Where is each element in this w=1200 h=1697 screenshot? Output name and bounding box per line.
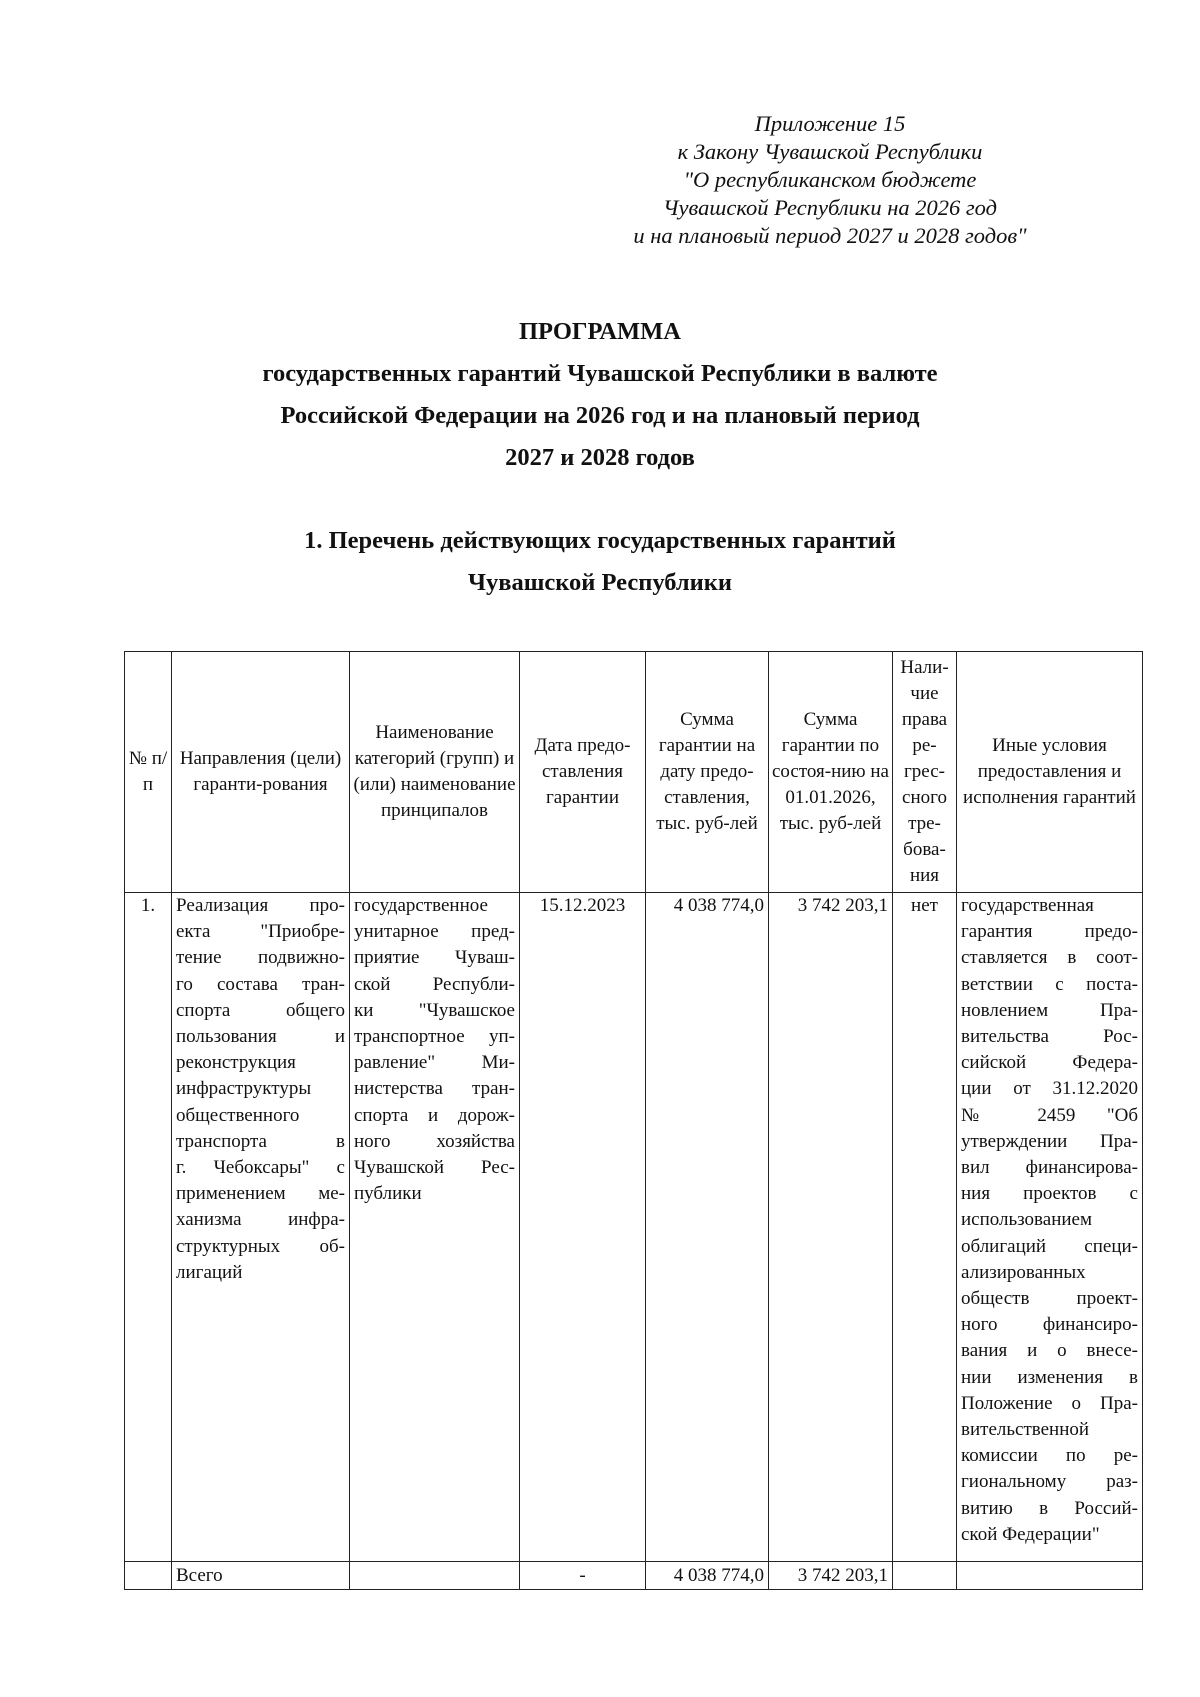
header-date: Дата предо-ставления гарантии bbox=[520, 652, 646, 893]
purpose-line: общественного bbox=[176, 1104, 300, 1126]
principal-line: ской Республи- bbox=[354, 973, 515, 995]
purpose-line: спорта общего bbox=[176, 999, 345, 1021]
header-number: № п/п bbox=[125, 652, 172, 893]
conditions-line: ции от 31.12.2020 bbox=[961, 1078, 1138, 1100]
purpose-line: пользования и bbox=[176, 1026, 345, 1048]
table-row bbox=[125, 893, 1143, 1562]
purpose-line: применением ме- bbox=[176, 1183, 345, 1205]
conditions-line: облигаций специ- bbox=[961, 1235, 1138, 1257]
total-sum-current: 3 742 203,1 bbox=[769, 1562, 893, 1590]
section-line: Чувашской Республики bbox=[467, 569, 733, 596]
total-date: - bbox=[520, 1562, 646, 1590]
header-principals: Наименование категорий (групп) и (или) наименование принципалов bbox=[350, 652, 520, 893]
header-sum-current: Сумма гарантии по состоя-нию на 01.01.2026, тыс. руб-лей bbox=[769, 652, 893, 893]
row-date: 15.12.2023 bbox=[520, 893, 646, 1562]
conditions-line: вания и о внесе- bbox=[961, 1340, 1138, 1362]
header-conditions: Иные условия предоставления и исполнения гарантий bbox=[957, 652, 1143, 893]
conditions-line: нии изменения в bbox=[961, 1366, 1138, 1388]
principal-line: нистерства тран- bbox=[354, 1078, 515, 1100]
conditions-line: новлением Пра- bbox=[961, 999, 1138, 1021]
total-number-empty bbox=[125, 1562, 172, 1590]
guarantees-table bbox=[124, 651, 1143, 1590]
table-header-row bbox=[125, 652, 1143, 893]
conditions-line: ного финансиро- bbox=[961, 1314, 1138, 1336]
conditions-line: ния проектов с bbox=[961, 1183, 1138, 1205]
purpose-line: го состава тран- bbox=[176, 973, 345, 995]
row-sum-issue: 4 038 774,0 bbox=[646, 893, 769, 1562]
principal-line: равление" Ми- bbox=[354, 1052, 515, 1074]
total-sum-issue: 4 038 774,0 bbox=[646, 1562, 769, 1590]
purpose-line: г. Чебоксары" с bbox=[176, 1157, 345, 1179]
conditions-line: ской Федерации" bbox=[961, 1523, 1100, 1545]
purpose-line: тение подвижно- bbox=[176, 947, 345, 969]
row-principals bbox=[350, 893, 520, 1562]
header-regress: Нали-чие права ре-грес-сного тре-бова-ния bbox=[893, 652, 957, 893]
principal-line: государственное bbox=[354, 895, 488, 916]
purpose-line: структурных об- bbox=[176, 1235, 345, 1257]
section-line: 1. Перечень действующих государственных гарантий bbox=[304, 527, 896, 554]
header-purpose: Направления (цели) гаранти-рования bbox=[172, 652, 350, 893]
conditions-line: гиональному раз- bbox=[961, 1471, 1138, 1493]
appendix-line: "О республиканском бюджете bbox=[683, 167, 977, 192]
conditions-line: Положение о Пра- bbox=[961, 1392, 1138, 1414]
conditions-line: сийской Федера- bbox=[961, 1052, 1138, 1074]
conditions-line: обществ проект- bbox=[961, 1288, 1138, 1310]
principal-line: публики bbox=[354, 1183, 422, 1205]
principal-line: приятие Чуваш- bbox=[354, 947, 515, 969]
conditions-line: гарантия предо- bbox=[961, 921, 1138, 943]
title-line: ПРОГРАММА bbox=[519, 318, 681, 345]
purpose-line: транспорта в bbox=[176, 1130, 345, 1152]
row-regress: нет bbox=[893, 893, 957, 1562]
document-title bbox=[200, 311, 1000, 479]
header-sum-issue: Сумма гарантии на дату предо-ставления, тыс. руб-лей bbox=[646, 652, 769, 893]
appendix-line: к Закону Чувашской Республики bbox=[677, 139, 983, 164]
principal-line: ки "Чувашское bbox=[354, 999, 515, 1021]
total-conditions-empty bbox=[957, 1562, 1143, 1590]
total-label: Всего bbox=[172, 1562, 350, 1590]
conditions-line: вил финансирова- bbox=[961, 1157, 1138, 1179]
conditions-line: комиссии по ре- bbox=[961, 1445, 1138, 1467]
conditions-line: утверждении Пра- bbox=[961, 1130, 1138, 1152]
principal-line: унитарное пред- bbox=[354, 921, 515, 943]
conditions-line: витию в Россий- bbox=[961, 1497, 1138, 1519]
appendix-line: и на плановый период 2027 и 2028 годов" bbox=[633, 223, 1027, 248]
row-purpose bbox=[172, 893, 350, 1562]
conditions-line: государственная bbox=[961, 895, 1094, 916]
purpose-line: инфраструктуры bbox=[176, 1078, 312, 1100]
conditions-line: вительственной bbox=[961, 1419, 1090, 1441]
principal-line: ного хозяйства bbox=[354, 1130, 515, 1152]
total-principals-empty bbox=[350, 1562, 520, 1590]
conditions-line: использованием bbox=[961, 1209, 1093, 1231]
appendix-heading bbox=[620, 110, 1040, 250]
conditions-line: ализированных bbox=[961, 1261, 1086, 1283]
appendix-line: Приложение 15 bbox=[754, 111, 906, 136]
purpose-line: екта "Приобре- bbox=[176, 921, 345, 943]
purpose-line: лигаций bbox=[176, 1261, 243, 1283]
purpose-line: Реализация про- bbox=[176, 895, 345, 916]
row-number: 1. bbox=[125, 893, 172, 1562]
purpose-line: реконструкция bbox=[176, 1052, 296, 1074]
appendix-line: Чувашской Республики на 2026 год bbox=[663, 195, 997, 220]
conditions-line: № 2459 "Об bbox=[961, 1104, 1138, 1126]
title-line: государственных гарантий Чувашской Республики в валюте bbox=[262, 360, 938, 387]
section-heading bbox=[200, 520, 1000, 604]
title-line: 2027 и 2028 годов bbox=[505, 444, 695, 471]
title-line: Российской Федерации на 2026 год и на плановый период bbox=[280, 402, 920, 429]
principal-line: спорта и дорож- bbox=[354, 1104, 515, 1126]
principal-line: транспортное уп- bbox=[354, 1026, 515, 1048]
conditions-line: ставляется в соот- bbox=[961, 947, 1138, 969]
principal-line: Чувашской Рес- bbox=[354, 1157, 515, 1179]
row-conditions bbox=[957, 893, 1143, 1562]
conditions-line: ветствии с поста- bbox=[961, 973, 1138, 995]
purpose-line: ханизма инфра- bbox=[176, 1209, 345, 1231]
conditions-line: вительства Рос- bbox=[961, 1026, 1138, 1048]
row-sum-current: 3 742 203,1 bbox=[769, 893, 893, 1562]
table-total-row bbox=[125, 1562, 1143, 1590]
total-regress-empty bbox=[893, 1562, 957, 1590]
